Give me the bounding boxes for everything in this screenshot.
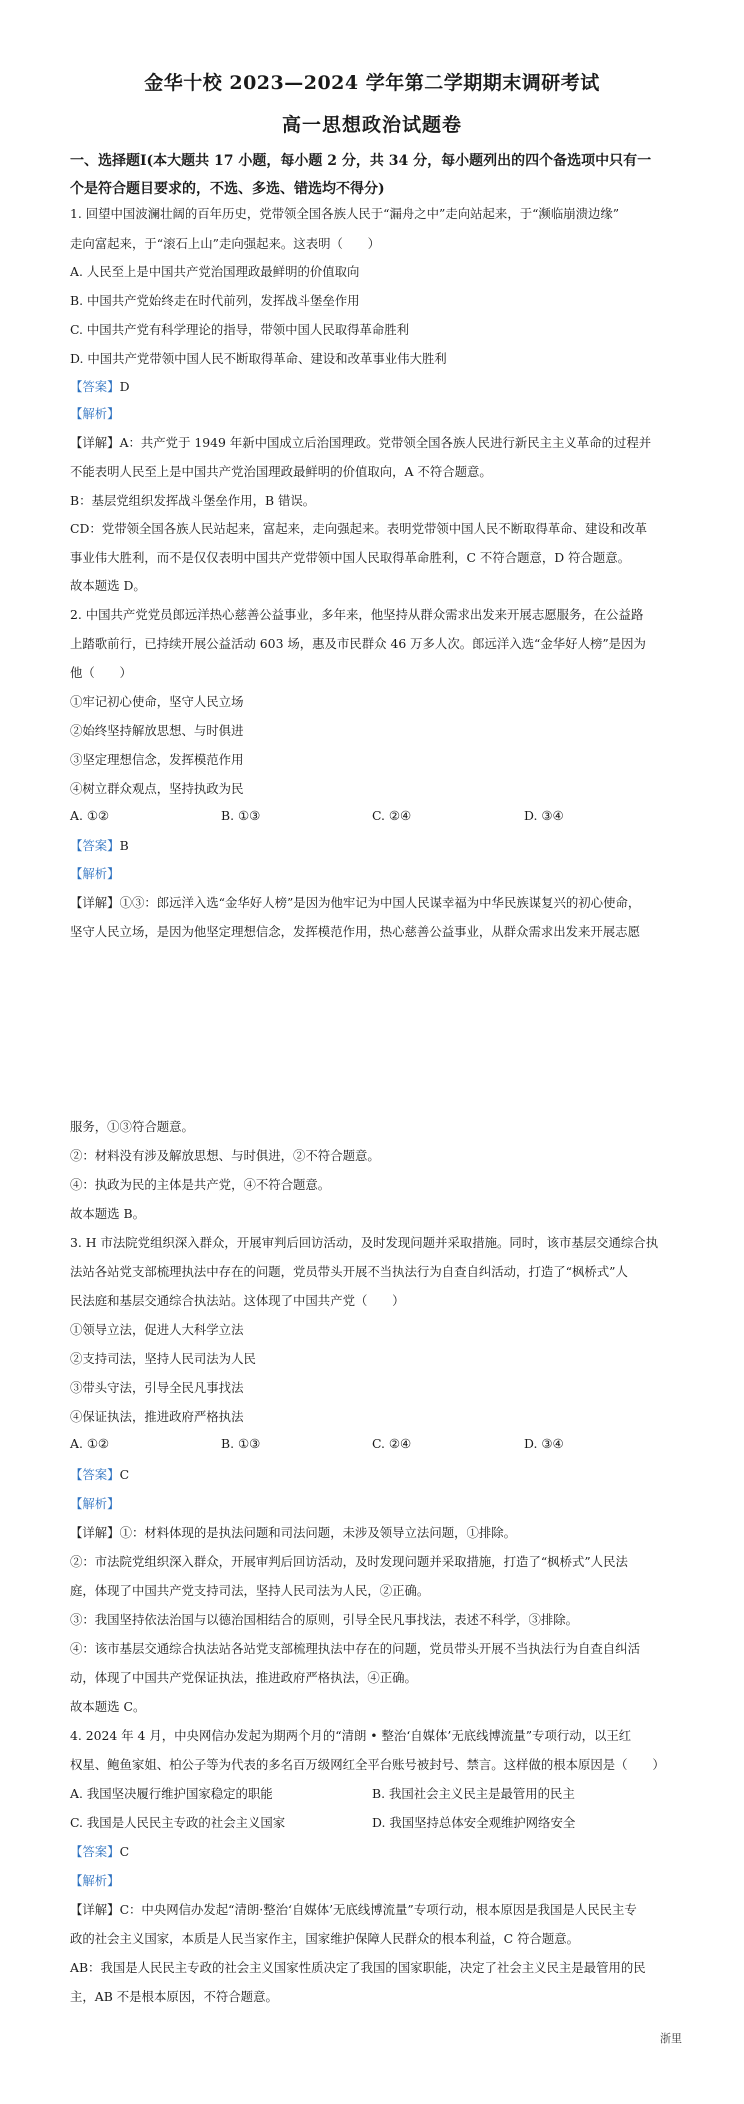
q1-analysis-label: 【解析】 xyxy=(70,406,120,421)
q3-answer xyxy=(70,1465,744,1483)
q3-stem: 3. H 市法院党组织深入群众，开展审判后回访活动，及时发现问题并采取措施。同时，该市基层交通综合执 xyxy=(70,1235,659,1250)
q4-analysis-label: 【解析】 xyxy=(70,1873,120,1888)
q3-explanation-line: 庭，体现了中国共产党支持司法，坚持人民司法为人民，②正确。 xyxy=(70,1583,430,1598)
q4-explanation-line: 政的社会主义国家，本质是人民当家作主，国家维护保障人民群众的根本利益，C 符合题意。 xyxy=(70,1931,580,1946)
answer-label: 【答案】 xyxy=(70,379,120,394)
q2-statement-4: ④树立群众观点，坚持执政为民 xyxy=(70,781,244,796)
footer-watermark: 浙里 xyxy=(660,2032,682,2045)
q1-explanation xyxy=(70,433,744,451)
q1-explanation-line: 不能表明人民至上是中国共产党治国理政最鲜明的价值取向，A 不符合题意。 xyxy=(70,464,492,479)
q4-options-row-1 xyxy=(70,1784,744,1802)
q2-explanation xyxy=(70,893,744,911)
q2-conclusion: 故本题选 B。 xyxy=(70,1206,145,1221)
q4-explanation-line: AB：我国是人民民主专政的社会主义国家性质决定了我国的国家职能，决定了社会主义民主是最管用的民 xyxy=(70,1960,646,1975)
q3-statement-2: ②支持司法，坚持人民司法为人民 xyxy=(70,1351,256,1366)
q2-statement-1: ①牢记初心使命，坚守人民立场 xyxy=(70,694,244,709)
q4-stem: 4. 2024 年 4 月，中央网信办发起为期两个月的“清朗 • 整治‘自媒体’无底线博流量”专项行动，以王红 xyxy=(70,1728,632,1743)
q3-options xyxy=(70,1436,744,1454)
q2-stem: 2. 中国共产党党员郎远洋热心慈善公益事业，多年来，他坚持从群众需求出发来开展志愿服务，在公益路 xyxy=(70,607,644,622)
explanation-text: A：共产党于 1949 年新中国成立后治国理政。党带领全国各族人民进行新民主主义革命的过程并 xyxy=(119,435,652,450)
q2-option-b: B. ①③ xyxy=(221,808,261,823)
q4-option-d: D. 我国坚持总体安全观维护网络安全 xyxy=(372,1815,576,1830)
answer-label: 【答案】 xyxy=(70,838,120,853)
answer-label: 【答案】 xyxy=(70,1467,120,1482)
q2-explanation-line: 服务，①③符合题意。 xyxy=(70,1119,194,1134)
q4-answer xyxy=(70,1842,744,1860)
q1-stem-cont: 走向富起来，于“滚石上山”走向强起来。这表明（ ） xyxy=(70,236,381,251)
detail-label: 【详解】 xyxy=(70,1525,120,1540)
q1-option-d: D. 中国共产党带领中国人民不断取得革命、建设和改革事业伟大胜利 xyxy=(70,351,447,366)
exam-subtitle: 高一思想政治试题卷 xyxy=(281,114,462,136)
q2-explanation-line: 坚守人民立场，是因为他坚定理想信念，发挥模范作用，热心慈善公益事业，从群众需求出发来开展志愿 xyxy=(70,924,640,939)
q3-option-d: D. ③④ xyxy=(524,1436,564,1451)
q2-statement-2: ②始终坚持解放思想、与时俱进 xyxy=(70,723,244,738)
q4-explanation-line: 主，AB 不是根本原因，不符合题意。 xyxy=(70,1989,278,2004)
detail-label: 【详解】 xyxy=(70,435,120,450)
q3-analysis-label: 【解析】 xyxy=(70,1496,120,1511)
explanation-text: C：中央网信办发起“清朗·整治‘自媒体’无底线博流量”专项行动，根本原因是我国是人民民主专 xyxy=(119,1902,637,1917)
exam-title: 金华十校 2023—2024 学年第二学期期末调研考试 xyxy=(144,72,600,94)
q2-answer xyxy=(70,836,744,854)
detail-label: 【详解】 xyxy=(70,1902,120,1917)
q2-statement-3: ③坚定理想信念，发挥模范作用 xyxy=(70,752,244,767)
q4-stem-cont: 权星、鲍鱼家姐、柏公子等为代表的多名百万级网红全平台账号被封号、禁言。这样做的根本原因是（ ） xyxy=(70,1757,665,1772)
q1-explanation-line: B：基层党组织发挥战斗堡垒作用，B 错误。 xyxy=(70,493,316,508)
q3-option-b: B. ①③ xyxy=(221,1436,261,1451)
q2-option-a: A. ①② xyxy=(70,808,110,823)
q3-stem-cont: 民法庭和基层交通综合执法站。这体现了中国共产党（ ） xyxy=(70,1293,405,1308)
section-heading: 一、选择题Ⅰ(本大题共 17 小题，每小题 2 分，共 34 分，每小题列出的四个备选项中只有一 xyxy=(70,153,652,169)
q2-analysis-label: 【解析】 xyxy=(70,866,120,881)
answer-value: B xyxy=(119,838,129,853)
q1-answer xyxy=(70,377,744,395)
q4-explanation xyxy=(70,1900,744,1918)
q4-option-c: C. 我国是人民民主专政的社会主义国家 xyxy=(70,1815,286,1830)
q3-statement-4: ④保证执法，推进政府严格执法 xyxy=(70,1409,244,1424)
answer-value: D xyxy=(119,379,130,394)
q1-option-b: B. 中国共产党始终走在时代前列，发挥战斗堡垒作用 xyxy=(70,293,360,308)
q2-option-c: C. ②④ xyxy=(372,808,412,823)
explanation-text: ①：材料体现的是执法问题和司法问题，未涉及领导立法问题，①排除。 xyxy=(119,1525,517,1540)
q1-stem: 1. 回望中国波澜壮阔的百年历史，党带领全国各族人民于“漏舟之中”走向站起来，于“濒临崩溃边缘” xyxy=(70,206,620,221)
q2-stem-cont: 上踏歌前行，已持续开展公益活动 603 场，惠及市民群众 46 万多人次。郎远洋入选“金华好人榜”是因为 xyxy=(70,636,646,651)
q2-option-d: D. ③④ xyxy=(524,808,564,823)
detail-label: 【详解】 xyxy=(70,895,120,910)
q1-explanation-line: 事业伟大胜利，而不是仅仅表明中国共产党带领中国人民取得革命胜利，C 不符合题意，D 符合题意。 xyxy=(70,550,631,565)
q3-explanation-line: ②：市法院党组织深入群众，开展审判后回访活动，及时发现问题并采取措施，打造了“枫桥式”人民法 xyxy=(70,1554,628,1569)
answer-value: C xyxy=(119,1467,130,1482)
q1-conclusion: 故本题选 D。 xyxy=(70,578,146,593)
q3-option-a: A. ①② xyxy=(70,1436,110,1451)
answer-label: 【答案】 xyxy=(70,1844,120,1859)
q3-explanation-line: ③：我国坚持依法治国与以德治国相结合的原则，引导全民凡事找法，表述不科学，③排除。 xyxy=(70,1612,579,1627)
q4-option-b: B. 我国社会主义民主是最管用的民主 xyxy=(372,1786,575,1801)
q4-option-a: A. 我国坚决履行维护国家稳定的职能 xyxy=(70,1786,273,1801)
q3-statement-3: ③带头守法，引导全民凡事找法 xyxy=(70,1380,244,1395)
q2-explanation-line: ②：材料没有涉及解放思想、与时俱进，②不符合题意。 xyxy=(70,1148,380,1163)
q3-statement-1: ①领导立法，促进人大科学立法 xyxy=(70,1322,244,1337)
answer-value: C xyxy=(119,1844,130,1859)
q2-stem-cont: 他（ ） xyxy=(70,665,132,680)
q1-option-a: A. 人民至上是中国共产党治国理政最鲜明的价值取向 xyxy=(70,264,360,279)
q3-option-c: C. ②④ xyxy=(372,1436,412,1451)
q1-explanation-line: CD：党带领全国各族人民站起来，富起来，走向强起来。表明党带领中国人民不断取得革命、建设和改革 xyxy=(70,521,647,536)
q2-options xyxy=(70,808,744,826)
q2-explanation-line: ④：执政为民的主体是共产党，④不符合题意。 xyxy=(70,1177,331,1192)
q3-conclusion: 故本题选 C。 xyxy=(70,1699,146,1714)
q1-option-c: C. 中国共产党有科学理论的指导，带领中国人民取得革命胜利 xyxy=(70,322,410,337)
q4-options-row-2 xyxy=(70,1813,744,1831)
section-heading-cont: 个是符合题目要求的，不选、多选、错选均不得分) xyxy=(70,181,385,197)
explanation-text: ①③：郎远洋入选“金华好人榜”是因为他牢记为中国人民谋幸福为中华民族谋复兴的初心使命， xyxy=(119,895,641,910)
q3-stem-cont: 法站各站党支部梳理执法中存在的问题，党员带头开展不当执法行为自查自纠活动，打造了“枫桥式”人 xyxy=(70,1264,628,1279)
q3-explanation xyxy=(70,1523,744,1541)
q3-explanation-line: 动，体现了中国共产党保证执法，推进政府严格执法，④正确。 xyxy=(70,1670,417,1685)
q3-explanation-line: ④：该市基层交通综合执法站各站党支部梳理执法中存在的问题，党员带头开展不当执法行为自查自纠活 xyxy=(70,1641,640,1656)
